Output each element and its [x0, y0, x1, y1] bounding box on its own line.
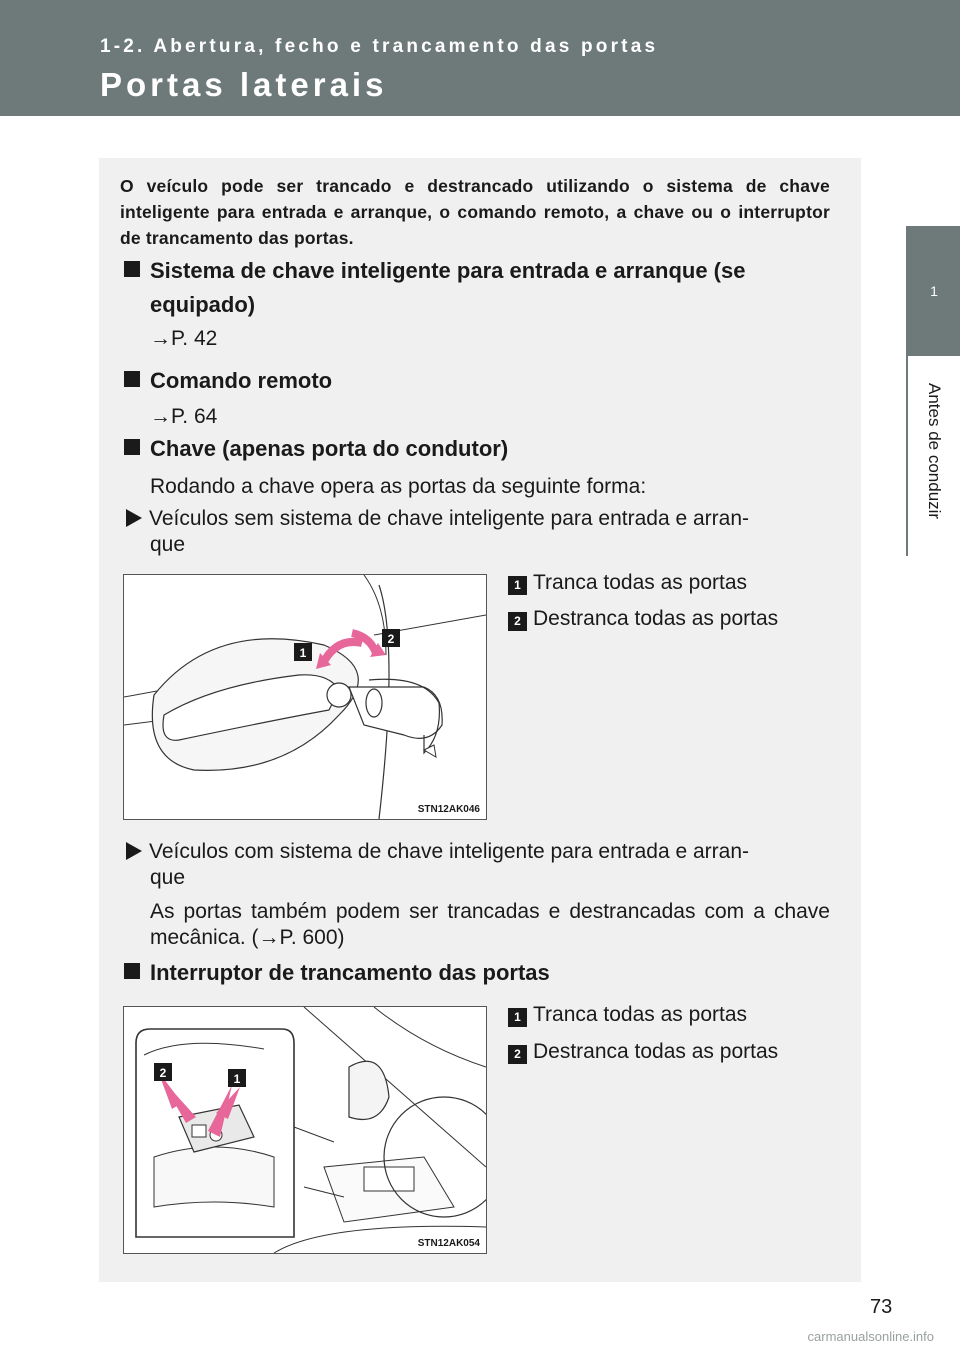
square-bullet-icon	[124, 439, 140, 455]
callout-2-unlock: 2 Destranca todas as portas	[508, 1039, 778, 1065]
callout-1-lock: 1 Tranca todas as portas	[508, 1002, 747, 1028]
heading-remote: Comando remoto	[124, 364, 830, 398]
triangle-bullet-icon	[126, 842, 142, 860]
heading-key: Chave (apenas porta do condutor)	[124, 432, 830, 466]
door-lock-switch-illustration	[124, 1007, 486, 1253]
number-1-icon: 1	[508, 1008, 527, 1027]
key-text: Rodando a chave opera as portas da seguinte forma:	[150, 475, 647, 498]
svg-text:1: 1	[233, 1072, 241, 1086]
svg-text:1: 1	[299, 646, 307, 660]
number-2-icon: 2	[508, 1045, 527, 1064]
callout-1-lock: 1 Tranca todas as portas	[508, 570, 747, 596]
triangle-bullet-icon	[126, 509, 142, 527]
svg-text:2: 2	[387, 632, 395, 646]
page-title: Portas laterais	[100, 66, 388, 103]
square-bullet-icon	[124, 371, 140, 387]
chapter-tab[interactable]	[908, 226, 960, 356]
section-title: 1-2. Abertura, fecho e trancamento das portas	[100, 36, 659, 57]
mechanical-key-text: As portas também podem ser trancadas e destrancadas com a chave mecânica. (→P. 600)	[150, 900, 830, 949]
square-bullet-icon	[124, 963, 140, 979]
chapter-number: 1	[930, 283, 938, 299]
ref-remote[interactable]: →P. 64	[150, 405, 218, 428]
callout-2-unlock: 2 Destranca todas as portas	[508, 606, 778, 632]
number-1-icon: 1	[508, 576, 527, 595]
heading-lock-switch: Interruptor de trancamento das portas	[124, 956, 830, 990]
heading-smart-key: Sistema de chave inteligente para entrada e arranque (se equipado)	[124, 254, 830, 322]
bullet-with-smart-key: Veículos com sistema de chave inteligente para entrada e arran- que	[126, 839, 830, 891]
figure-code: STN12AK046	[417, 804, 480, 815]
figure-lock-switch	[123, 1006, 487, 1254]
figure-key-door	[123, 574, 487, 820]
number-2-icon: 2	[508, 612, 527, 631]
page-number: 73	[870, 1296, 893, 1318]
square-bullet-icon	[124, 261, 140, 277]
chapter-label: Antes de conduzir	[925, 382, 944, 520]
door-handle-key-illustration	[124, 575, 486, 819]
watermark: carmanualsonline.info	[807, 1329, 934, 1344]
svg-text:2: 2	[159, 1066, 167, 1080]
figure-code: STN12AK054	[417, 1238, 480, 1249]
bullet-without-smart-key: Veículos sem sistema de chave inteligente para entrada e arran- que	[126, 506, 830, 558]
intro-text: O veículo pode ser trancado e destrancado utilizando o sistema de chave inteligente para entrada e arranque, o comando remoto, a chave ou o interruptor de trancamento das portas.	[120, 176, 830, 248]
ref-smart-key[interactable]: →P. 42	[150, 327, 218, 350]
